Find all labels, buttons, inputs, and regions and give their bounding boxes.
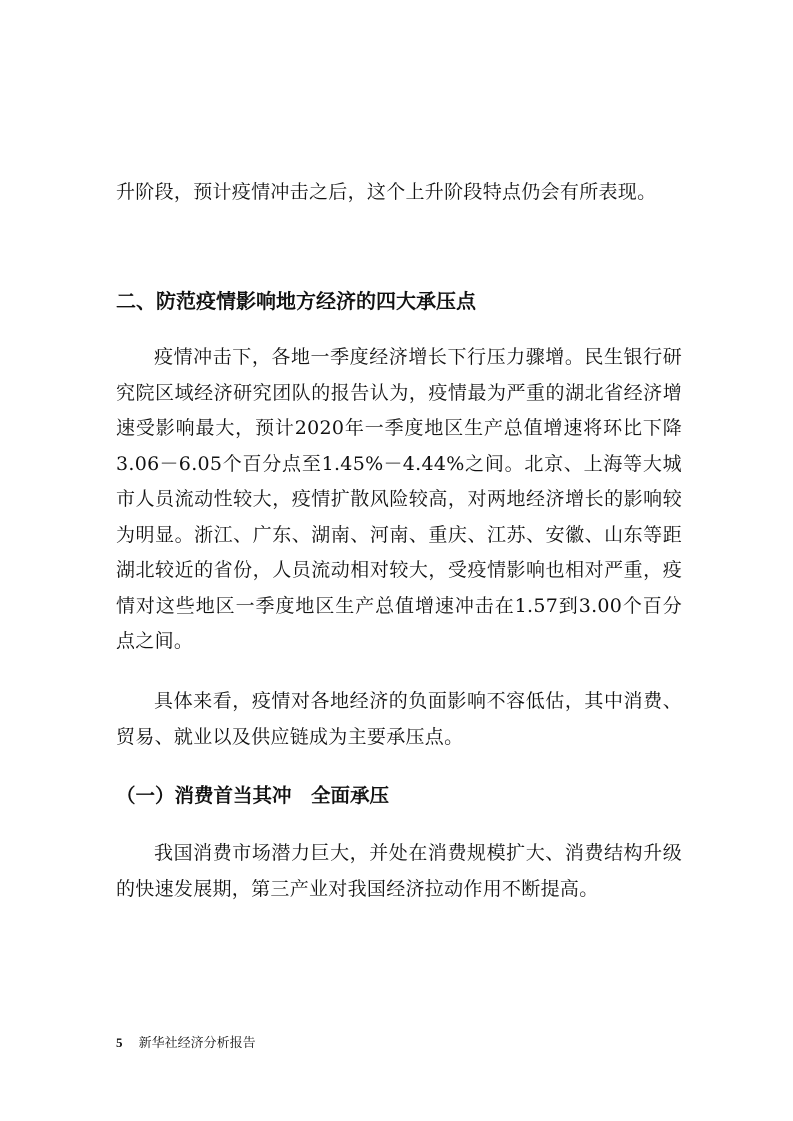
paragraph-consumption: 我国消费市场潜力巨大，并处在消费规模扩大、消费结构升级的快速发展期，第三产业对我国经济拉动作用不断提高。 [116,842,682,900]
paragraph-pressure-points: 具体来看，疫情对各地经济的负面影响不容低估，其中消费、贸易、就业以及供应链成为主要承压点。 [116,690,682,748]
page-number: 5 [116,1035,123,1050]
subsection-heading: （一）消费首当其冲 全面承压 [116,784,390,807]
paragraph-regional-impact: 疫情冲击下，各地一季度经济增长下行压力骤增。民生银行研究院区域经济研究团队的报告认为，疫情最为严重的湖北省经济增速受影响最大，预计2020年一季度地区生产总值增速将环比下降3.06－6.05个百分点至1.45%－4.44%之间。北京、上海等大城市人员流动性较大，疫情扩散风险较高，对两地经济增长的影响较为明显。浙江、广东、湖南、河南、重庆、江苏、安徽、山东等距湖北较近的省份，人员流动相对较大，受疫情影响也相对严重，疫情对这些地区一季度地区生产总值增速冲击在1.57到3.00个百分点之间。 [116,346,682,652]
section-heading: 二、防范疫情影响地方经济的四大承压点 [116,289,476,313]
page-footer [116,1034,256,1053]
paragraph-continuation: 升阶段，预计疫情冲击之后，这个上升阶段特点仍会有所表现。 [116,181,657,203]
publication-name: 新华社经济分析报告 [138,1036,256,1051]
